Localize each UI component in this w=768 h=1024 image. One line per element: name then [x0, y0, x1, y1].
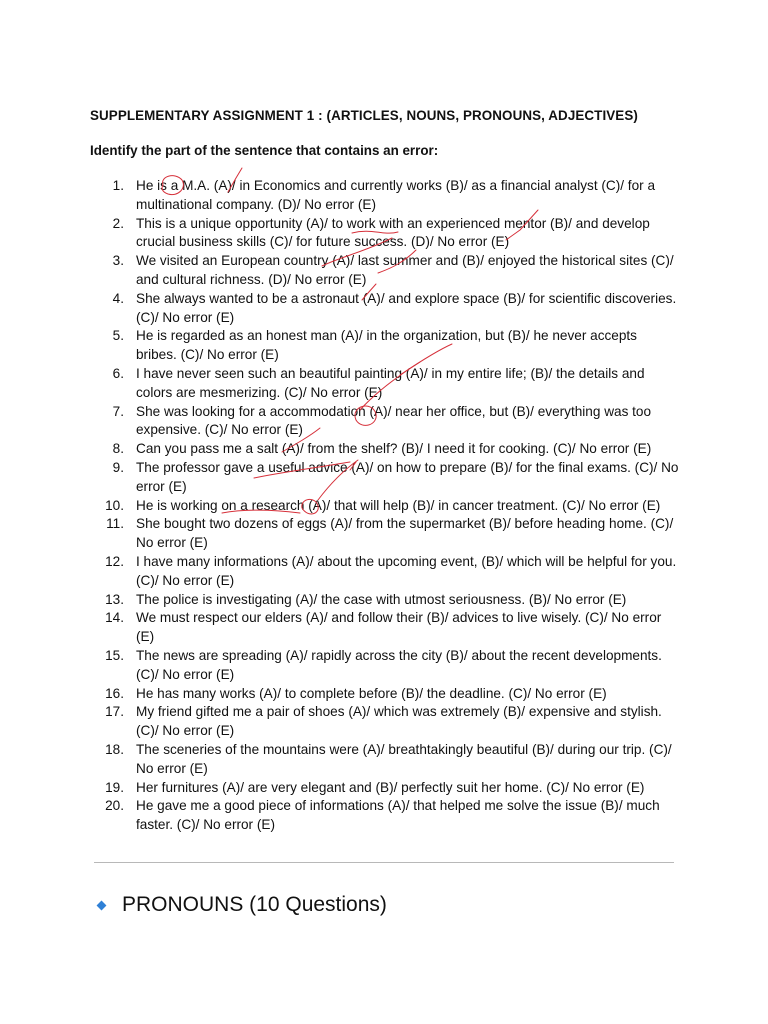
- question-number: 7.: [112, 403, 124, 419]
- question-item: [90, 177, 680, 215]
- question-text: He has many works (A)/ to complete before (B)/ the deadline. (C)/ No error (E): [136, 685, 607, 701]
- question-text: The professor gave a useful advice (A)/ on how to prepare (B)/ for the final exams. (C)/ No error (E): [136, 459, 679, 494]
- section-heading: [98, 893, 387, 917]
- question-text: He is regarded as an honest man (A)/ in the organization, but (B)/ he never accepts bribes. (C)/ No error (E): [136, 328, 637, 363]
- question-text: We visited an European country (A)/ last summer and (B)/ enjoyed the historical sites (C)/ and cultural richness. (D)/ No error (E): [136, 253, 674, 287]
- question-item: [90, 515, 680, 553]
- question-number: 4.: [112, 290, 124, 306]
- question-text: This is a unique opportunity (A)/ to work with an experienced mentor (B)/ and develop crucial business skills (C)/ for future success. (D)/ No error (E): [136, 215, 650, 250]
- question-text: The news are spreading (A)/ rapidly across the city (B)/ about the recent developments. (C)/ No error (E): [136, 647, 662, 682]
- question-number: 13.: [105, 591, 124, 607]
- question-number: 17.: [105, 704, 124, 720]
- question-number: 1.: [112, 178, 124, 193]
- question-list: [90, 177, 680, 835]
- question-number: 11.: [106, 516, 124, 532]
- question-item: [90, 703, 680, 741]
- question-text: I have many informations (A)/ about the upcoming event, (B)/ which will be helpful for you. (C)/ No error (E): [136, 553, 677, 588]
- question-number: 9.: [112, 459, 124, 475]
- question-item: [90, 365, 680, 403]
- instruction-text: Identify the part of the sentence that contains an error:: [90, 143, 439, 158]
- section-title: PRONOUNS (10 Questions): [122, 893, 387, 916]
- question-text: He is a M.A. (A)/ in Economics and currently works (B)/ as a financial analyst (C)/ for a multinational company. (D)/ No error (E): [136, 178, 655, 212]
- diamond-bullet-icon: [97, 900, 107, 910]
- question-number: 15.: [105, 647, 124, 663]
- question-text: The sceneries of the mountains were (A)/ breathtakingly beautiful (B)/ during our trip. (C)/ No error (E): [136, 741, 672, 776]
- question-item: [90, 215, 680, 253]
- question-text: She always wanted to be a astronaut (A)/ and explore space (B)/ for scientific discoveries. (C)/ No error (E): [136, 290, 677, 325]
- question-item: [90, 609, 680, 647]
- question-number: 5.: [112, 328, 124, 344]
- question-number: 20.: [105, 798, 124, 814]
- question-text: He gave me a good piece of informations (A)/ that helped me solve the issue (B)/ much faster. (C)/ No error (E): [136, 798, 660, 833]
- section-divider: [94, 862, 674, 863]
- question-item: [90, 459, 680, 497]
- question-number: 18.: [105, 741, 124, 757]
- question-item: [90, 327, 680, 365]
- question-text: She was looking for a accommodation (A)/ near her office, but (B)/ everything was too expensive. (C)/ No error (E): [136, 403, 652, 438]
- question-number: 3.: [112, 253, 124, 269]
- question-text: He is working on a research (A)/ that will help (B)/ in cancer treatment. (C)/ No error (E): [136, 497, 661, 513]
- question-text: Her furnitures (A)/ are very elegant and (B)/ perfectly suit her home. (C)/ No error (E): [136, 779, 645, 795]
- assignment-title: SUPPLEMENTARY ASSIGNMENT 1 : (ARTICLES, NOUNS, PRONOUNS, ADJECTIVES): [90, 108, 638, 123]
- question-number: 8.: [112, 441, 124, 457]
- question-number: 12.: [105, 553, 124, 569]
- question-text: I have never seen such an beautiful painting (A)/ in my entire life; (B)/ the details and colors are mesmerizing. (C)/ No error (E): [136, 365, 645, 400]
- question-item: [90, 553, 680, 591]
- question-text: We must respect our elders (A)/ and follow their (B)/ advices to live wisely. (C)/ No error (E): [136, 610, 662, 645]
- question-item: [90, 797, 680, 835]
- question-text: Can you pass me a salt (A)/ from the shelf? (B)/ I need it for cooking. (C)/ No error (E): [136, 441, 652, 457]
- question-item: [90, 497, 680, 516]
- question-item: [90, 403, 680, 441]
- question-number: 14.: [105, 610, 124, 626]
- question-number: 2.: [112, 215, 124, 231]
- question-number: 16.: [105, 685, 124, 701]
- question-text: She bought two dozens of eggs (A)/ from the supermarket (B)/ before heading home. (C)/ No error (E): [136, 516, 674, 551]
- question-item: [90, 591, 680, 610]
- question-number: 10.: [105, 497, 124, 513]
- question-item: [90, 290, 680, 328]
- question-number: 6.: [112, 365, 124, 381]
- question-item: [90, 440, 680, 459]
- question-item: [90, 647, 680, 685]
- question-item: [90, 779, 680, 798]
- question-text: The police is investigating (A)/ the case with utmost seriousness. (B)/ No error (E): [136, 591, 627, 607]
- question-item: [90, 741, 680, 779]
- question-item: [90, 685, 680, 704]
- question-number: 19.: [105, 779, 124, 795]
- question-text: My friend gifted me a pair of shoes (A)/ which was extremely (B)/ expensive and stylish. (C)/ No error (E): [136, 704, 662, 739]
- question-item: [90, 252, 680, 290]
